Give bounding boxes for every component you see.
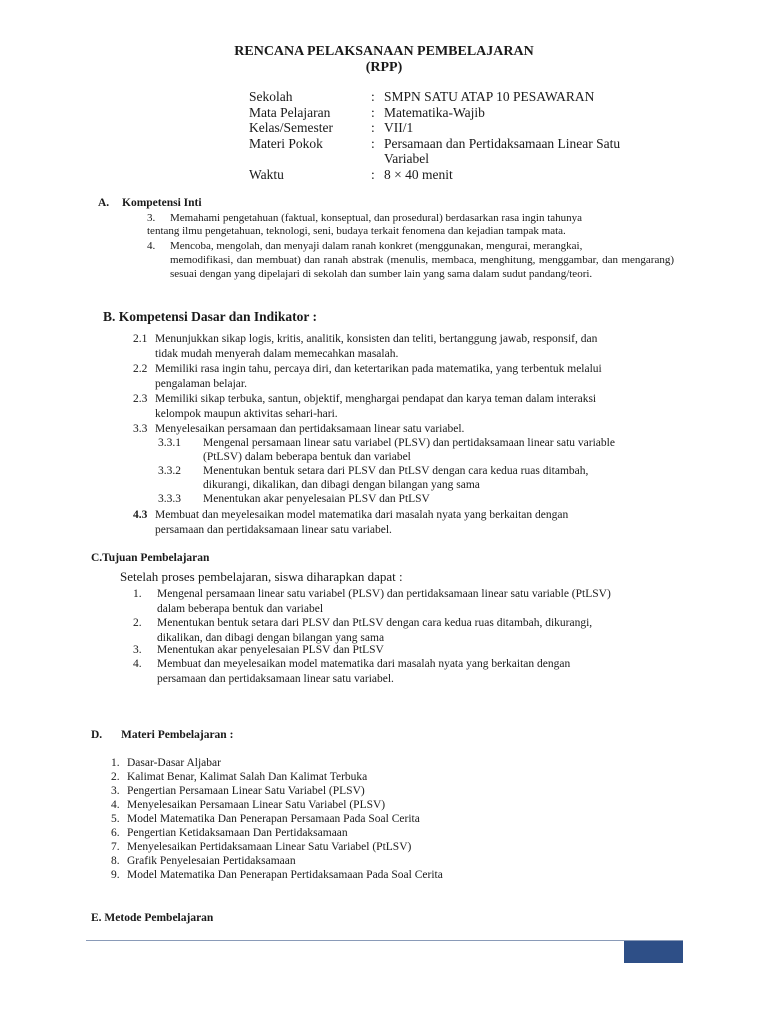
list-item-text: Menentukan bentuk setara dari PLSV dan PtLSV dengan cara kedua ruas ditambah, dikurangi, [157, 617, 593, 629]
info-value-cont: Variabel [384, 151, 429, 166]
list-item-text: persamaan dan pertidaksamaan linear satu variabel. [157, 673, 394, 685]
info-value: Matematika-Wajib [384, 105, 485, 120]
list-item-text: Menyelesaikan persamaan dan pertidaksamaan linear satu variabel. [155, 423, 465, 435]
list-item-text: Membuat dan meyelesaikan model matematika dari masalah nyata yang berkaitan dengan [157, 658, 571, 670]
list-number: 4. [147, 240, 156, 252]
list-item-text: Menunjukkan sikap logis, kritis, analitik, konsisten dan teliti, bertanggung jawab, responsif, dan [155, 333, 598, 345]
section-c-heading: C.Tujuan Pembelajaran [91, 552, 210, 564]
list-item-text: Grafik Penyelesaian Pertidaksamaan [127, 855, 296, 867]
list-number: 8. [111, 855, 120, 867]
list-item-text: Menyelesaikan Persamaan Linear Satu Variabel (PLSV) [127, 799, 386, 811]
list-item-text: Model Matematika Dan Penerapan Persamaan Pada Soal Cerita [127, 813, 420, 825]
list-number: 4.3 [133, 509, 148, 521]
info-label: Materi Pokok [249, 136, 323, 151]
list-item-first-line: Mencoba, mengolah, dan menyaji dalam ranah konkret (menggunakan, mengurai, merangkai, [170, 240, 583, 252]
doc-title: RENCANA PELAKSANAAN PEMBELAJARAN [234, 44, 534, 59]
sub-list-item-text: (PtLSV) dalam beberapa bentuk dan variabel [203, 451, 411, 463]
list-item-text: Memiliki sikap terbuka, santun, objektif, menghargai pendapat dan karya teman dalam interaksi [155, 393, 597, 405]
list-number: 6. [111, 827, 120, 839]
sub-list-number: 3.3.2 [158, 465, 181, 477]
list-item-text: Membuat dan meyelesaikan model matematika dari masalah nyata yang berkaitan dengan [155, 509, 569, 521]
list-item-text: Menyelesaikan Pertidaksamaan Linear Satu Variabel (PtLSV) [127, 841, 412, 853]
footer-page-box [624, 941, 683, 963]
list-item-text: Model Matematika Dan Penerapan Pertidaksamaan Pada Soal Cerita [127, 869, 443, 881]
section-a-heading: Kompetensi Inti [122, 197, 202, 209]
list-item-text: memodifikasi, dan membuat) dan ranah abstrak (menulis, membaca, menghitung, menggambar, dan mengarang) sesuai dengan yang dipelajari di sekolah dan sumber lain yang sama dalam sudut pandang/teori. [170, 254, 674, 280]
info-label: Mata Pelajaran [249, 105, 331, 120]
info-value: 8 × 40 menit [384, 167, 453, 182]
footer-rule [86, 940, 683, 941]
list-number: 3.3 [133, 423, 148, 435]
list-item-text: Pengertian Ketidaksamaan Dan Pertidaksamaan [127, 827, 348, 839]
section-a-letter: A. [98, 197, 110, 209]
list-number: 2. [111, 771, 120, 783]
list-number: 3. [147, 212, 156, 224]
list-item-first-line: Memahami pengetahuan (faktual, konseptual, dan prosedural) berdasarkan rasa ingin tahunya [170, 212, 583, 224]
doc-subtitle: (RPP) [365, 60, 403, 75]
list-item-text: Dasar-Dasar Aljabar [127, 757, 221, 769]
sub-list-item-text: Menentukan bentuk setara dari PLSV dan PtLSV dengan cara kedua ruas ditambah, [203, 465, 589, 477]
info-value: Persamaan dan Pertidaksamaan Linear Satu [384, 136, 621, 151]
list-item-text: Pengertian Persamaan Linear Satu Variabel (PLSV) [127, 785, 365, 797]
list-number: 2. [133, 617, 142, 629]
info-sep: : [371, 167, 375, 182]
info-label: Sekolah [249, 89, 293, 104]
sub-list-item-text: dikurangi, dikalikan, dan dibagi dengan bilangan yang sama [203, 479, 480, 491]
list-number: 1. [133, 588, 142, 600]
sub-list-number: 3.3.1 [158, 437, 181, 449]
list-number: 3. [133, 644, 142, 656]
section-b-heading: B. Kompetensi Dasar dan Indikator : [103, 309, 318, 324]
section-d-heading: Materi Pembelajaran : [121, 729, 234, 741]
list-number: 4. [133, 658, 142, 670]
list-number: 3. [111, 785, 120, 797]
list-item-text: tentang ilmu pengetahuan, teknologi, seni, budaya terkait fenomena dan kejadian tampak mata. [147, 225, 566, 237]
list-item-text: Mengenal persamaan linear satu variabel (PLSV) dan pertidaksamaan linear satu variable (PtLSV) [157, 588, 611, 600]
list-number: 2.1 [133, 333, 148, 345]
list-item-text: Memiliki rasa ingin tahu, percaya diri, dan ketertarikan pada matematika, yang terbentuk melalui [155, 363, 602, 375]
list-number: 2.2 [133, 363, 148, 375]
sub-list-item-text: Menentukan akar penyelesaian PLSV dan PtLSV [203, 493, 430, 505]
list-number: 9. [111, 869, 120, 881]
list-number: 4. [111, 799, 120, 811]
list-number: 2.3 [133, 393, 148, 405]
info-value: VII/1 [384, 120, 414, 135]
info-value: SMPN SATU ATAP 10 PESAWARAN [384, 89, 595, 104]
list-number: 1. [111, 757, 120, 769]
info-sep: : [371, 105, 375, 120]
list-item-text: Kalimat Benar, Kalimat Salah Dan Kalimat Terbuka [127, 771, 368, 783]
info-label: Waktu [249, 167, 284, 182]
info-sep: : [371, 120, 375, 135]
list-item-text: tidak mudah menyerah dalam memecahkan masalah. [155, 348, 399, 360]
info-label: Kelas/Semester [249, 120, 333, 135]
sub-list-number: 3.3.3 [158, 493, 181, 505]
info-sep: : [371, 136, 375, 151]
section-e-heading: E. Metode Pembelajaran [91, 912, 214, 924]
list-number: 7. [111, 841, 120, 853]
list-item-text: dikalikan, dan dibagi dengan bilangan yang sama [157, 632, 385, 644]
list-number: 5. [111, 813, 120, 825]
section-c-intro: Setelah proses pembelajaran, siswa diharapkan dapat : [120, 569, 403, 584]
list-item-text: dalam beberapa bentuk dan variabel [157, 603, 324, 615]
list-item-text: persamaan dan pertidaksamaan linear satu variabel. [155, 524, 392, 536]
section-d-letter: D. [91, 729, 103, 741]
list-item-text: kelompok maupun aktivitas sehari-hari. [155, 408, 338, 420]
sub-list-item-text: Mengenal persamaan linear satu variabel (PLSV) dan pertidaksamaan linear satu variable [203, 437, 615, 449]
list-item-text: pengalaman belajar. [155, 378, 247, 390]
list-item-text: Menentukan akar penyelesaian PLSV dan PtLSV [157, 644, 384, 656]
info-sep: : [371, 89, 375, 104]
